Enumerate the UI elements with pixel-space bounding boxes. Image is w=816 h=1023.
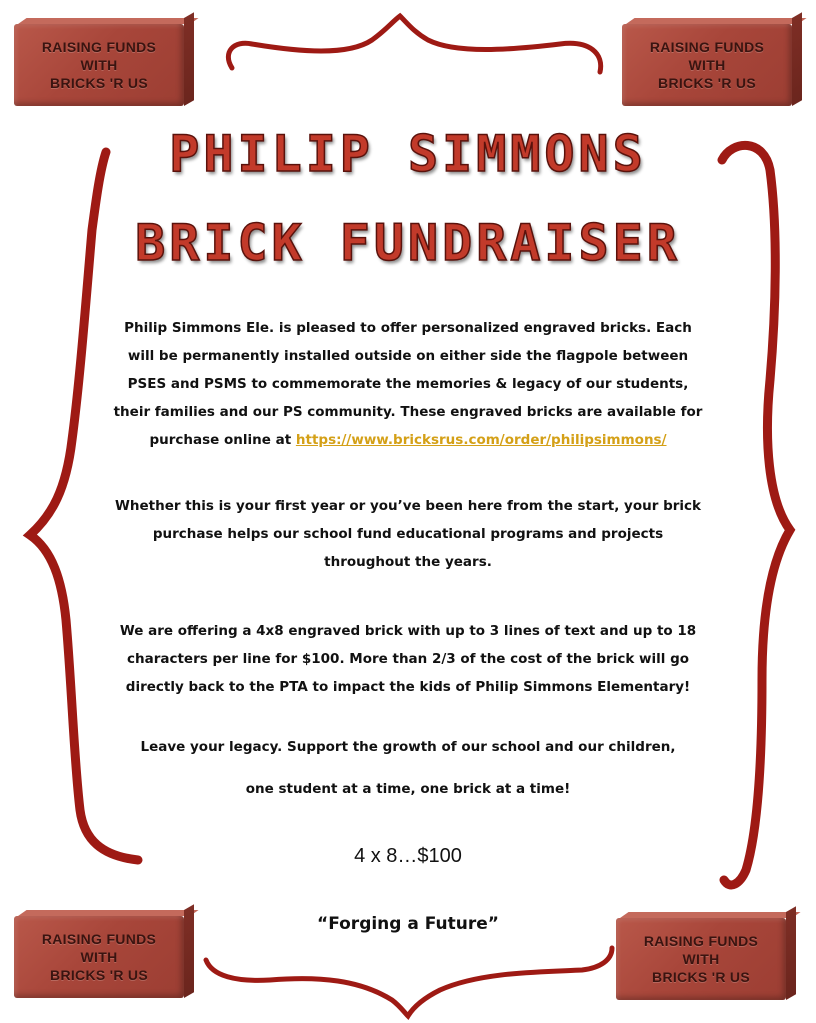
intro-text: Philip Simmons Ele. is pleased to offer personalized engraved bricks. Each will be permanently installed outside on either side the flagpole between PSES and PSMS to commemorate the memories & legacy of our students, their families and our PS community. These engraved bricks are available for purchase online at <box>113 320 703 448</box>
brick-line-1: RAISING FUNDS <box>41 39 157 55</box>
brick-line-1: RAISING FUNDS <box>41 931 157 947</box>
brick-line-1: RAISING FUNDS <box>643 933 759 949</box>
brick-top-left <box>14 18 194 110</box>
brick-line-3: BRICKS 'R US <box>50 75 148 91</box>
purpose-paragraph: Whether this is your first year or you’ve been here from the start, your brick purchase helps our school fund educational programs and projects throughout the years. <box>114 498 702 570</box>
brick-line-1: RAISING FUNDS <box>649 39 765 55</box>
slogan: “Forging a Future” <box>317 914 499 934</box>
brick-top-right <box>622 18 802 110</box>
brick-line-3: BRICKS 'R US <box>652 969 750 985</box>
offer-paragraph: We are offering a 4x8 engraved brick with up to 3 lines of text and up to 18 characters per line for $100. More than 2/3 of the cost of the brick will go directly back to the PTA to impact the kids of Philip Simmons Elementary! <box>119 623 697 695</box>
brick-line-3: BRICKS 'R US <box>658 75 756 91</box>
brick-line-2: WITH <box>80 57 118 73</box>
brick-line-2: WITH <box>688 57 726 73</box>
title-line-2: BRICK FUNDRAISER <box>135 214 681 272</box>
brick-line-2: WITH <box>682 951 720 967</box>
top-swirl <box>228 16 600 72</box>
legacy-line-2: one student at a time, one brick at a time! <box>245 781 571 797</box>
title-line-1: PHILIP SIMMONS <box>169 125 647 183</box>
legacy-line-1: Leave your legacy. Support the growth of our school and our children, <box>140 739 676 755</box>
intro-paragraph <box>110 314 706 454</box>
order-link[interactable]: https://www.bricksrus.com/order/philipsimmons/ <box>295 432 667 448</box>
brick-line-3: BRICKS 'R US <box>50 967 148 983</box>
brick-line-2: WITH <box>80 949 118 965</box>
price-label: 4 x 8…$100 <box>354 845 462 867</box>
bottom-swirl <box>206 948 612 1016</box>
